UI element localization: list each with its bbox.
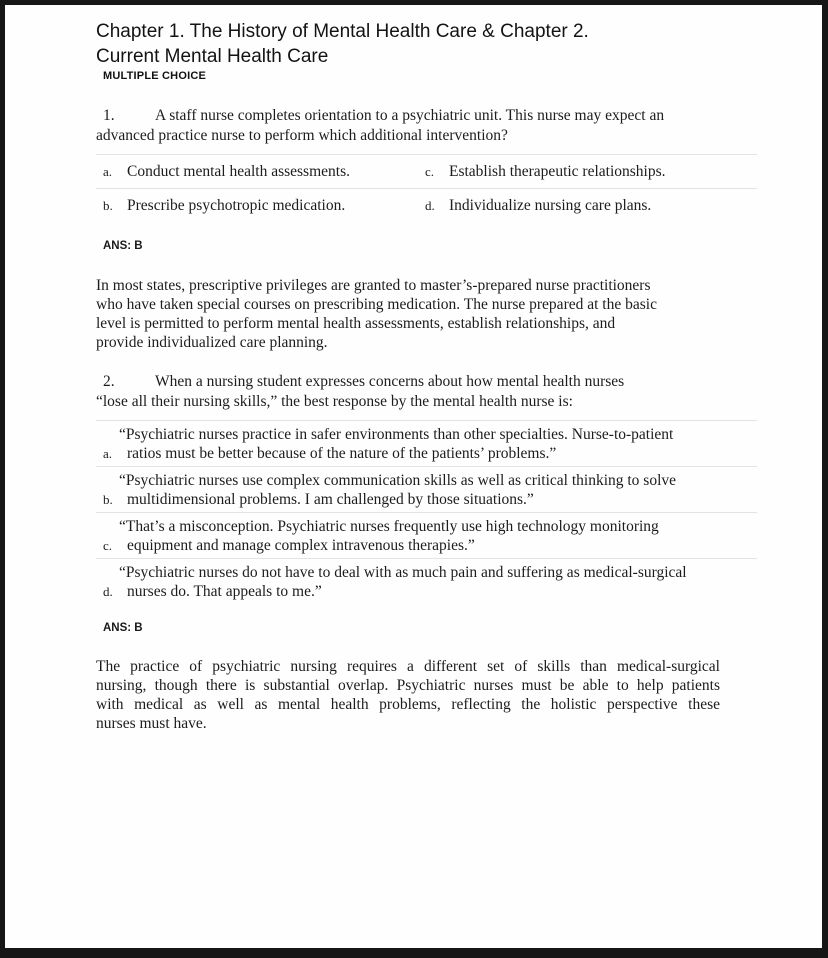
rationale-line: level is permitted to perform mental health assessments, establish relationships, and [96, 315, 616, 332]
question-2-answer: ANS: B [103, 622, 143, 634]
options-row-ac [96, 155, 757, 189]
rationale-line: with medical as well as mental health problems, reflecting the holistic perspective these [96, 696, 720, 713]
question-2-line-2: “lose all their nursing skills,” the best response by the mental health nurse is: [96, 392, 573, 410]
question-1-line-2: advanced practice nurse to perform which additional intervention? [96, 126, 508, 144]
option-a-row [96, 421, 757, 467]
question-2 [96, 372, 822, 411]
question-1-line-1 [96, 106, 822, 126]
option-d-text: “Psychiatric nurses do not have to deal with as much pain and suffering as medical-surgical nurses do. That appeals to me.” [119, 563, 687, 600]
option-d-letter: d. [425, 198, 435, 213]
question-1-rationale [96, 276, 720, 352]
question-1-number: 1. [103, 107, 115, 124]
question-1-answer: ANS: B [103, 240, 143, 252]
rationale-line: who have taken special courses on prescribing medication. The nurse prepared at the basic [96, 296, 657, 313]
option-b-text: “Psychiatric nurses use complex communication skills as well as critical thinking to solve multidimensional problems. I am challenged by those situations.” [119, 471, 677, 508]
question-1-text: A staff nurse completes orientation to a psychiatric unit. This nurse may expect an [155, 107, 665, 124]
option-b-letter: b. [103, 491, 113, 507]
option-d-row [96, 559, 757, 604]
option-c-letter: c. [103, 537, 113, 553]
document-page [5, 5, 822, 948]
option-c-text: “That’s a misconception. Psychiatric nurses frequently use high technology monitoring equipment and manage complex intravenous therapies.” [119, 517, 659, 554]
question-2-options-table [96, 420, 757, 604]
question-2-line-1 [96, 372, 822, 392]
option-a-letter: a. [103, 445, 113, 461]
section-label: MULTIPLE CHOICE [103, 70, 207, 82]
option-c-text: Establish therapeutic relationships. [449, 163, 666, 180]
question-2-number: 2. [103, 373, 115, 390]
rationale-line: nurses must have. [96, 715, 207, 732]
page-content [5, 5, 822, 733]
option-b-row [96, 467, 757, 513]
rationale-line: In most states, prescriptive privileges are granted to master’s-prepared nurse practitioners [96, 277, 651, 294]
rationale-line: provide individualized care planning. [96, 334, 328, 351]
option-c-row [96, 513, 757, 559]
options-row-bd [96, 189, 757, 222]
option-b-text: Prescribe psychotropic medication. [127, 197, 346, 214]
option-b-letter: b. [103, 198, 113, 213]
question-1 [96, 106, 822, 145]
rationale-line: The practice of psychiatric nursing requires a different set of skills than medical-surgical [96, 658, 720, 675]
question-2-rationale [96, 657, 720, 733]
option-a-text: Conduct mental health assessments. [127, 163, 350, 180]
option-c-letter: c. [425, 164, 435, 179]
question-1-options-table [96, 154, 757, 222]
option-a-letter: a. [103, 164, 113, 179]
question-2-text: When a nursing student expresses concerns about how mental health nurses [155, 373, 625, 390]
option-d-letter: d. [103, 583, 113, 599]
option-a-text: “Psychiatric nurses practice in safer environments than other specialties. Nurse-to-patient ratios must be better because of the nature of the patients’ problems.” [119, 425, 674, 462]
rationale-line: nursing, though there is substantial overlap. Psychiatric nurses must be able to help patients [96, 677, 720, 694]
page-title-line-2: Current Mental Health Care [96, 46, 329, 67]
page-title-line-1: Chapter 1. The History of Mental Health Care & Chapter 2. [96, 21, 589, 42]
option-d-text: Individualize nursing care plans. [449, 197, 652, 214]
